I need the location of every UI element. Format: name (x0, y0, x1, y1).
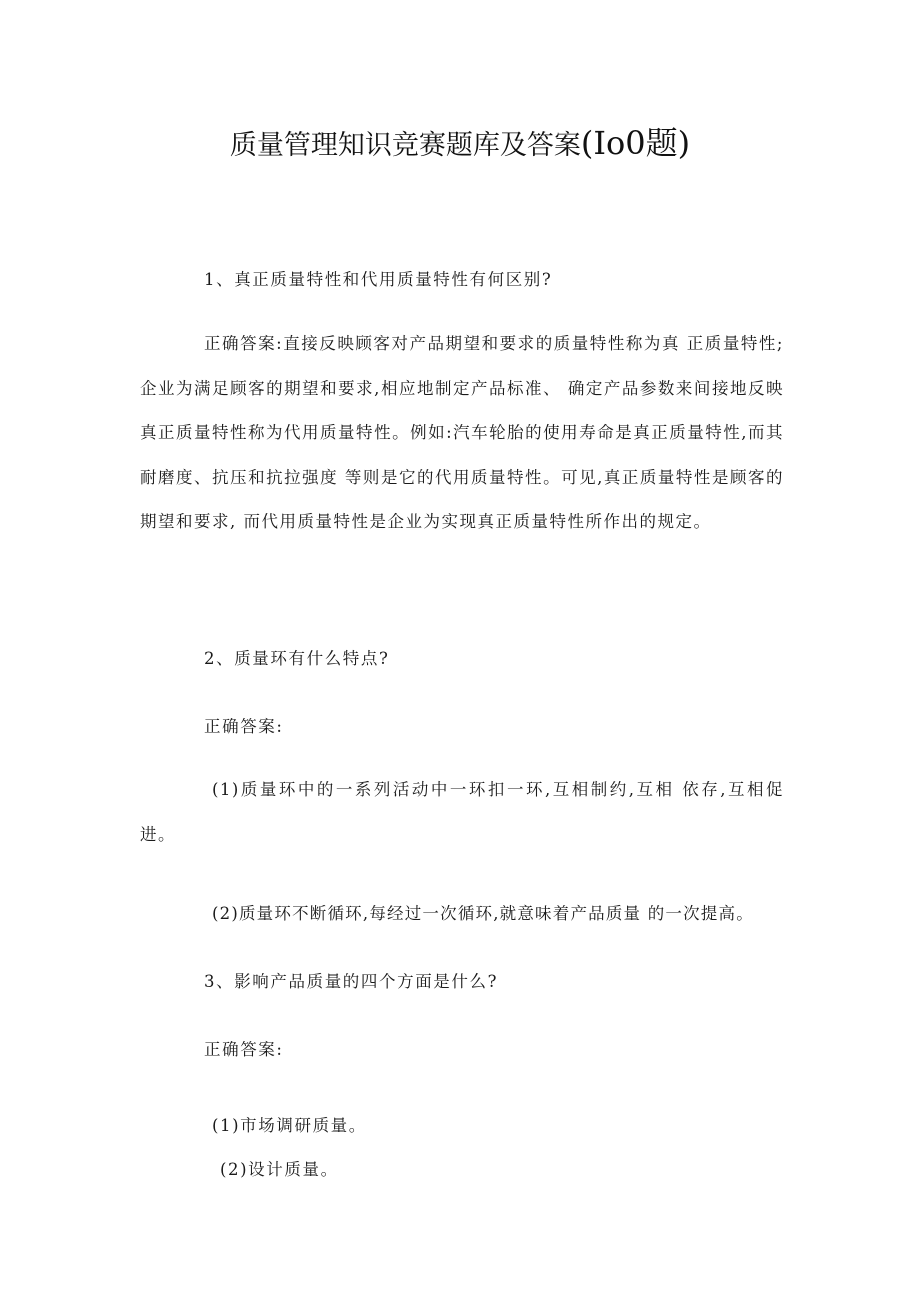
question-2: 2、质量环有什么特点? (204, 649, 390, 668)
answer-3-label: 正确答案: (204, 1040, 284, 1059)
answer-3-item-1: (1)市场调研质量。 (212, 1116, 367, 1135)
title-main: 质量管理知识竞赛题库及答案 (229, 130, 581, 161)
answer-2-label: 正确答案: (204, 717, 284, 736)
question-3: 3、影响产品质量的四个方面是什么? (204, 972, 499, 991)
answer-3-item-2: (2)设计质量。 (220, 1160, 339, 1179)
title-question-count: (Io0题) (580, 124, 691, 162)
answer-1: 正确答案:直接反映顾客对产品期望和要求的质量特性称为真 正质量特性;企业为满足顾客的期望和要求,相应地制定产品标准、 确定产品参数来间接地反映真正质量特性称为代用质量特性。例如:汽车轮胎的使用寿命是真正质量特性,而其耐磨度、抗压和抗拉强度 等则是它的代用质量特性。可见,真正质量特性是顾客的期望和要求, 而代用质量特性是企业为实现真正质量特性所作出的规定。 (140, 334, 784, 531)
answer-2-item-2: (2)质量环不断循环,每经过一次循环,就意味着产品质量 的一次提高。 (212, 904, 754, 923)
document-title (0, 118, 920, 164)
question-1: 1、真正质量特性和代用质量特性有何区别? (204, 270, 553, 289)
answer-2-item-1: (1)质量环中的一系列活动中一环扣一环,互相制约,互相 依存,互相促进。 (140, 780, 784, 844)
